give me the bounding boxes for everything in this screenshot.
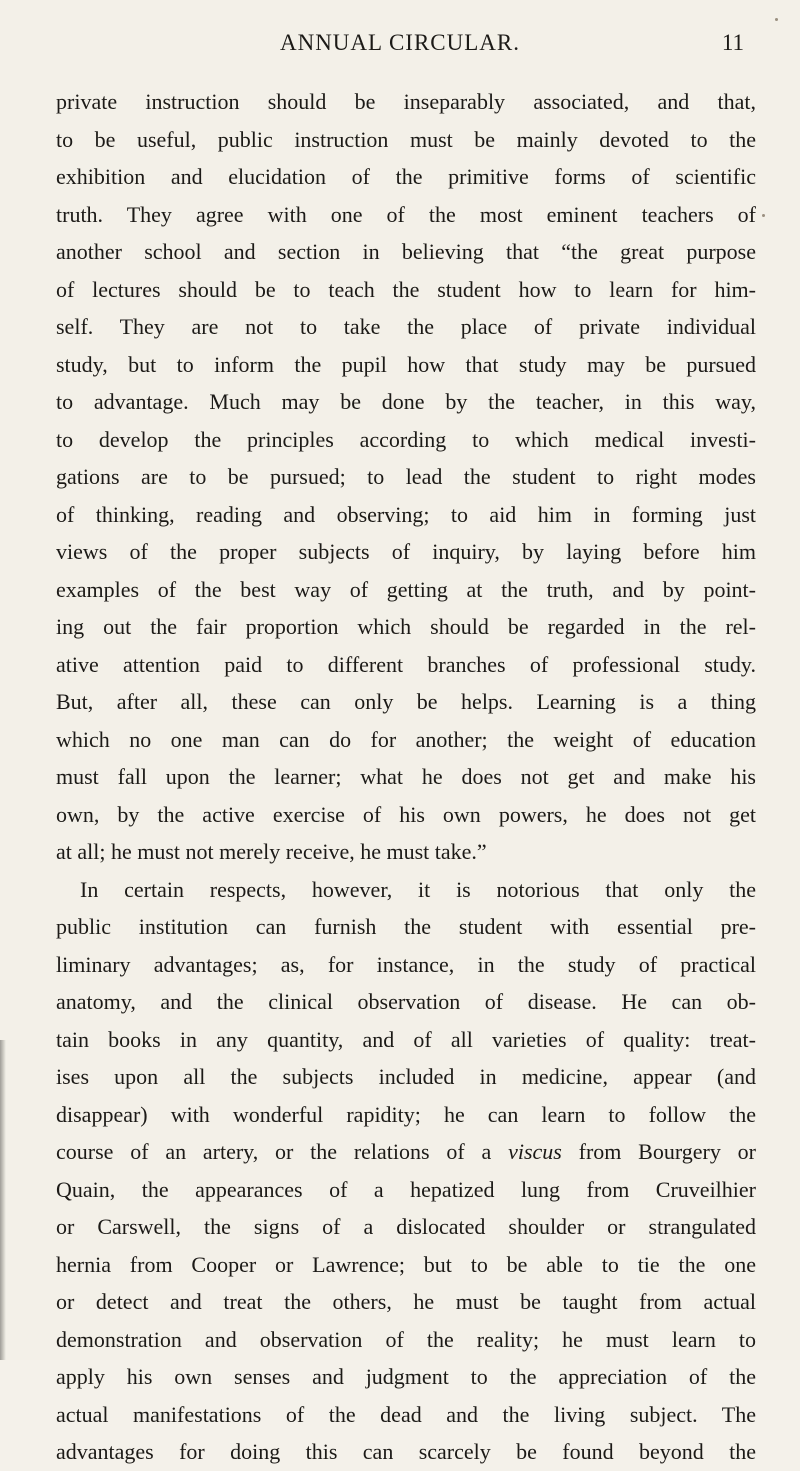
italic-term: viscus xyxy=(508,1139,562,1164)
text-line: at all; he must not merely receive, he must take.” xyxy=(56,839,487,864)
text-line: own, by the active exercise of his own powers, he does not get xyxy=(56,801,756,827)
text-line: private instruction should be inseparably associated, and that, xyxy=(56,89,756,114)
text-line: or detect and treat the others, he must be taught from actual xyxy=(56,1289,756,1314)
text-line: liminary advantages; as, for instance, in the study of practical xyxy=(56,951,756,977)
text-line: tain books in any quantity, and of all varieties of quality: treat- xyxy=(56,1026,756,1052)
text-line: study, but to inform the pupil how that study may be pursued xyxy=(56,351,756,377)
text-line: of lectures should be to teach the student how to learn for him- xyxy=(56,276,756,302)
text-line: anatomy, and the clinical observation of disease. He can ob- xyxy=(56,989,756,1014)
paragraph-start-line: In certain respects, however, it is notorious that only the xyxy=(80,876,756,902)
binding-shadow xyxy=(0,1040,6,1360)
text-line: hernia from Cooper or Lawrence; but to be able to tie the one xyxy=(56,1251,756,1277)
text-line: another school and section in believing that “the great purpose xyxy=(56,239,756,264)
body-text xyxy=(56,83,756,1471)
running-head: ANNUAL CIRCULAR. xyxy=(279,30,521,55)
text-line: ises upon all the subjects included in medicine, appear (and xyxy=(56,1064,756,1089)
text-line: Quain, the appearances of a hepatized lung from Cruveilhier xyxy=(56,1176,756,1202)
text-line: views of the proper subjects of inquiry, by laying before him xyxy=(56,539,756,564)
text-fragment: from Bourgery or xyxy=(561,1139,756,1164)
text-line: apply his own senses and judgment to the appreciation of the xyxy=(56,1364,756,1389)
text-line: disappear) with wonderful rapidity; he can learn to follow the xyxy=(56,1101,756,1127)
text-line: exhibition and elucidation of the primitive forms of scientific xyxy=(56,164,756,189)
text-line: which no one man can do for another; the weight of education xyxy=(56,726,756,752)
text-line: self. They are not to take the place of private individual xyxy=(56,314,756,339)
text-line: ing out the fair proportion which should be regarded in the rel- xyxy=(56,614,756,639)
text-line: But, after all, these can only be helps. Learning is a thing xyxy=(56,689,756,714)
page-number: 11 xyxy=(721,30,744,55)
text-line: gations are to be pursued; to lead the student to right modes xyxy=(56,464,756,489)
text-line: demonstration and observation of the reality; he must learn to xyxy=(56,1326,756,1352)
text-line: examples of the best way of getting at the truth, and by point- xyxy=(56,576,756,602)
text-line: of thinking, reading and observing; to aid him in forming just xyxy=(56,501,756,527)
text-line: to be useful, public instruction must be mainly devoted to the xyxy=(56,126,756,152)
text-line: actual manifestations of the dead and the living subject. The xyxy=(56,1401,756,1427)
text-line: must fall upon the learner; what he does not get and make his xyxy=(56,764,756,789)
text-line: public institution can furnish the student with essential pre- xyxy=(56,914,756,939)
text-line: truth. They agree with one of the most eminent teachers of xyxy=(56,201,756,227)
text-line: to advantage. Much may be done by the teacher, in this way, xyxy=(56,389,756,414)
text-line: ative attention paid to different branches of professional study. xyxy=(56,651,756,677)
text-line: to develop the principles according to which medical investi- xyxy=(56,426,756,452)
page-header xyxy=(0,30,800,60)
paper-speck xyxy=(762,214,765,217)
text-line: advantages for doing this can scarcely be found beyond the xyxy=(56,1439,756,1464)
text-line: or Carswell, the signs of a dislocated shoulder or strangulated xyxy=(56,1214,756,1239)
text-fragment: course of an artery, or the relations of a xyxy=(56,1139,509,1164)
paper-speck xyxy=(775,18,778,21)
text-line-with-italic xyxy=(56,1133,756,1171)
